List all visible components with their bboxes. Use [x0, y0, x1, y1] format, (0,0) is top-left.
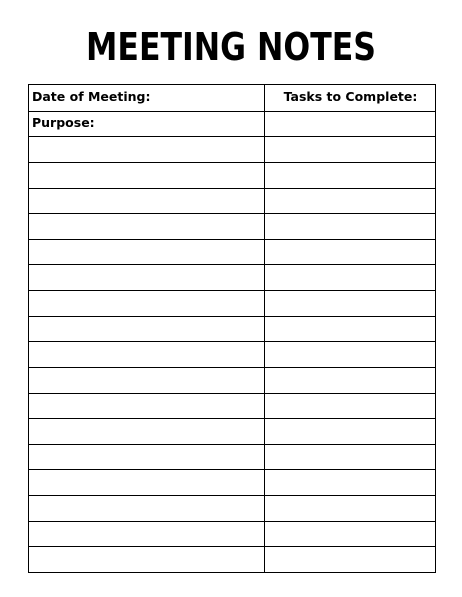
date-of-meeting-label: Date of Meeting:: [32, 89, 151, 104]
purpose-label: Purpose:: [32, 115, 95, 130]
row-divider: [29, 469, 435, 470]
tasks-to-complete-label: Tasks to Complete:: [283, 89, 418, 104]
row-divider: [29, 418, 435, 419]
row-divider: [29, 264, 435, 265]
row-divider: [29, 188, 435, 189]
row-divider: [29, 162, 435, 163]
meeting-notes-table: [28, 84, 436, 573]
row-divider: [29, 341, 435, 342]
row-divider: [29, 444, 435, 445]
row-divider: [29, 521, 435, 522]
row-divider: [29, 136, 435, 137]
column-divider: [264, 85, 265, 572]
row-divider: [29, 316, 435, 317]
row-divider: [29, 213, 435, 214]
row-divider: [29, 367, 435, 368]
row-divider: [29, 495, 435, 496]
row-divider: [29, 111, 435, 112]
row-divider: [29, 393, 435, 394]
page-title: MEETING NOTES: [86, 25, 376, 69]
row-divider: [29, 546, 435, 547]
row-divider: [29, 290, 435, 291]
row-divider: [29, 239, 435, 240]
